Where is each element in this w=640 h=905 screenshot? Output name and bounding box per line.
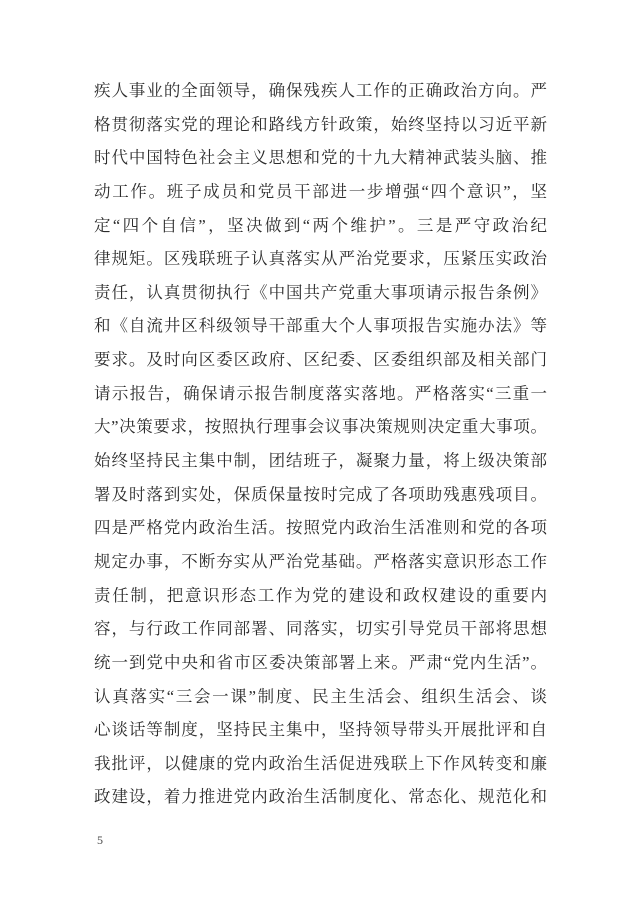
- text-line: 格贯彻落实党的理论和路线方针政策，始终坚持以习近平新: [94, 114, 547, 134]
- page-number: 5: [97, 833, 103, 847]
- text-line: 疾人事业的全面领导，确保残疾人工作的正确政治方向。严: [94, 81, 547, 100]
- text-line: 心谈话等制度，坚持民主集中，坚持领导带头开展批评和自: [94, 720, 547, 740]
- text-line: 大”决策要求，按照执行理事会议事决策规则决定重大事项。: [94, 417, 547, 437]
- text-line: 四是严格党内政治生活。按照党内政治生活准则和党的各项: [94, 518, 547, 538]
- text-line: 我批评，以健康的党内政治生活促进残联上下作风转变和廉: [94, 753, 547, 773]
- text-line: 始终坚持民主集中制，团结班子，凝聚力量，将上级决策部: [94, 451, 547, 471]
- text-line: 署及时落到实处，保质保量按时完成了各项助残惠残项目。: [94, 484, 547, 504]
- text-line: 统一到党中央和省市区委决策部署上来。严肃“党内生活”。: [94, 652, 547, 672]
- text-line: 动工作。班子成员和党员干部进一步增强“四个意识”，坚: [94, 181, 547, 201]
- text-line: 时代中国特色社会主义思想和党的十九大精神武装头脑、推: [94, 148, 547, 168]
- text-line: 认真落实“三会一课”制度、民主生活会、组织生活会、谈: [94, 686, 547, 706]
- text-line: 容，与行政工作同部署、同落实，切实引导党员干部将思想: [94, 619, 547, 639]
- text-line: 定“四个自信”，坚决做到“两个维护”。三是严守政治纪: [94, 215, 547, 235]
- text-line: 请示报告，确保请示报告制度落实落地。严格落实“三重一: [94, 383, 547, 403]
- text-line: 和《自流井区科级领导干部重大个人事项报告实施办法》等: [94, 316, 547, 336]
- text-line: 政建设，着力推进党内政治生活制度化、常态化、规范化和: [94, 787, 547, 807]
- text-line: 责任制，把意识形态工作为党的建设和政权建设的重要内: [94, 585, 547, 605]
- text-line: 规定办事，不断夯实从严治党基础。严格落实意识形态工作: [94, 551, 547, 571]
- document-text-block: [94, 74, 547, 814]
- text-line: 律规矩。区残联班子认真落实从严治党要求，压紧压实政治: [94, 249, 547, 269]
- text-line: 要求。及时向区委区政府、区纪委、区委组织部及相关部门: [94, 350, 547, 370]
- text-line: 责任，认真贯彻执行《中国共产党重大事项请示报告条例》: [94, 282, 547, 302]
